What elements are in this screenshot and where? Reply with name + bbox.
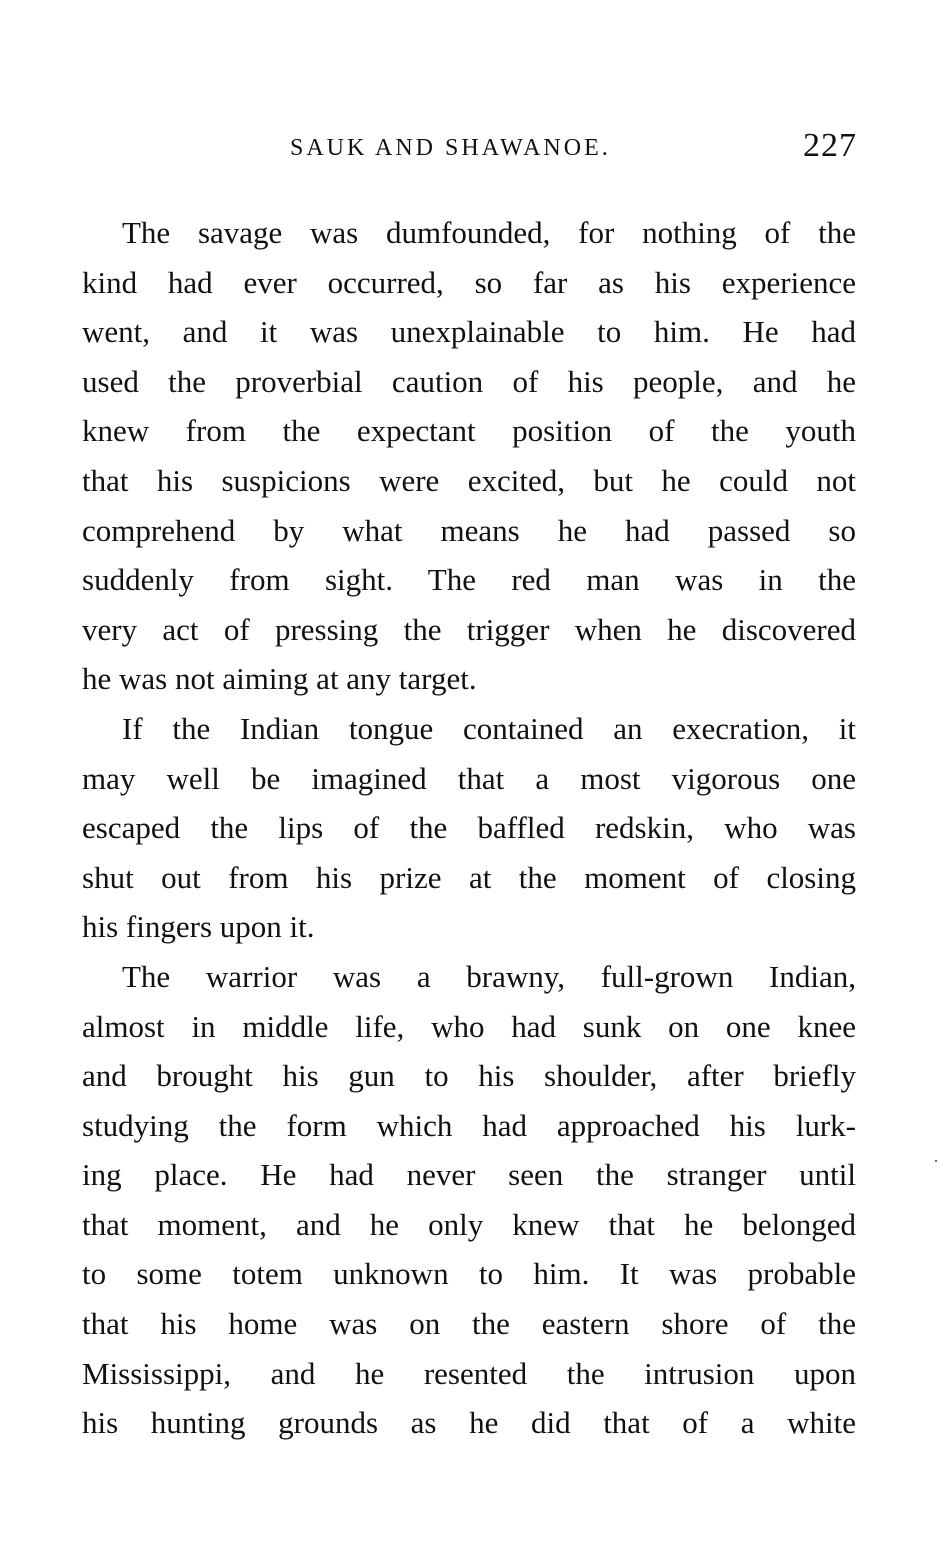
text-line: may well be imagined that a most vigorous one <box>82 760 856 796</box>
text-line: to some totem unknown to him. It was probable <box>82 1256 856 1292</box>
text-line: If the Indian tongue contained an execration, it <box>122 710 856 746</box>
text-line: The warrior was a brawny, full-grown Indian, <box>122 958 856 994</box>
text-line: Mississippi, and he resented the intrusion upon <box>82 1355 856 1391</box>
text-line: his fingers upon it. <box>82 909 315 945</box>
text-line: comprehend by what means he had passed so <box>82 512 856 548</box>
text-line: and brought his gun to his shoulder, after briefly <box>82 1058 856 1094</box>
text-line: went, and it was unexplainable to him. He had <box>82 314 856 350</box>
text-line: ing place. He had never seen the stranger until <box>82 1157 856 1193</box>
text-line: that his home was on the eastern shore of the <box>82 1306 856 1342</box>
running-head: SAUK AND SHAWANOE. <box>290 135 611 161</box>
text-line: suddenly from sight. The red man was in the <box>82 562 856 598</box>
text-line: that his suspicions were excited, but he could not <box>82 462 856 498</box>
text-line: almost in middle life, who had sunk on one knee <box>82 1008 856 1044</box>
paragraph <box>82 704 856 952</box>
text-line: he was not aiming at any target. <box>82 661 477 697</box>
text-line: his hunting grounds as he did that of a white <box>82 1405 856 1441</box>
page-header <box>0 127 945 171</box>
print-speck <box>935 1160 937 1162</box>
paragraph <box>82 208 856 704</box>
text-line: shut out from his prize at the moment of closing <box>82 859 856 895</box>
text-line: kind had ever occurred, so far as his experience <box>82 264 856 300</box>
text-line: knew from the expectant position of the youth <box>82 413 856 449</box>
text-line: escaped the lips of the baffled redskin, who was <box>82 810 856 846</box>
text-line: studying the form which had approached his lurk- <box>82 1107 856 1143</box>
text-line: used the proverbial caution of his people, and he <box>82 363 856 399</box>
text-line: that moment, and he only knew that he belonged <box>82 1206 856 1242</box>
paragraph <box>82 952 856 1448</box>
page-number: 227 <box>803 127 857 164</box>
page-body <box>82 208 856 1448</box>
text-line: The savage was dumfounded, for nothing of the <box>122 215 856 250</box>
text-line: very act of pressing the trigger when he discovered <box>82 611 856 647</box>
